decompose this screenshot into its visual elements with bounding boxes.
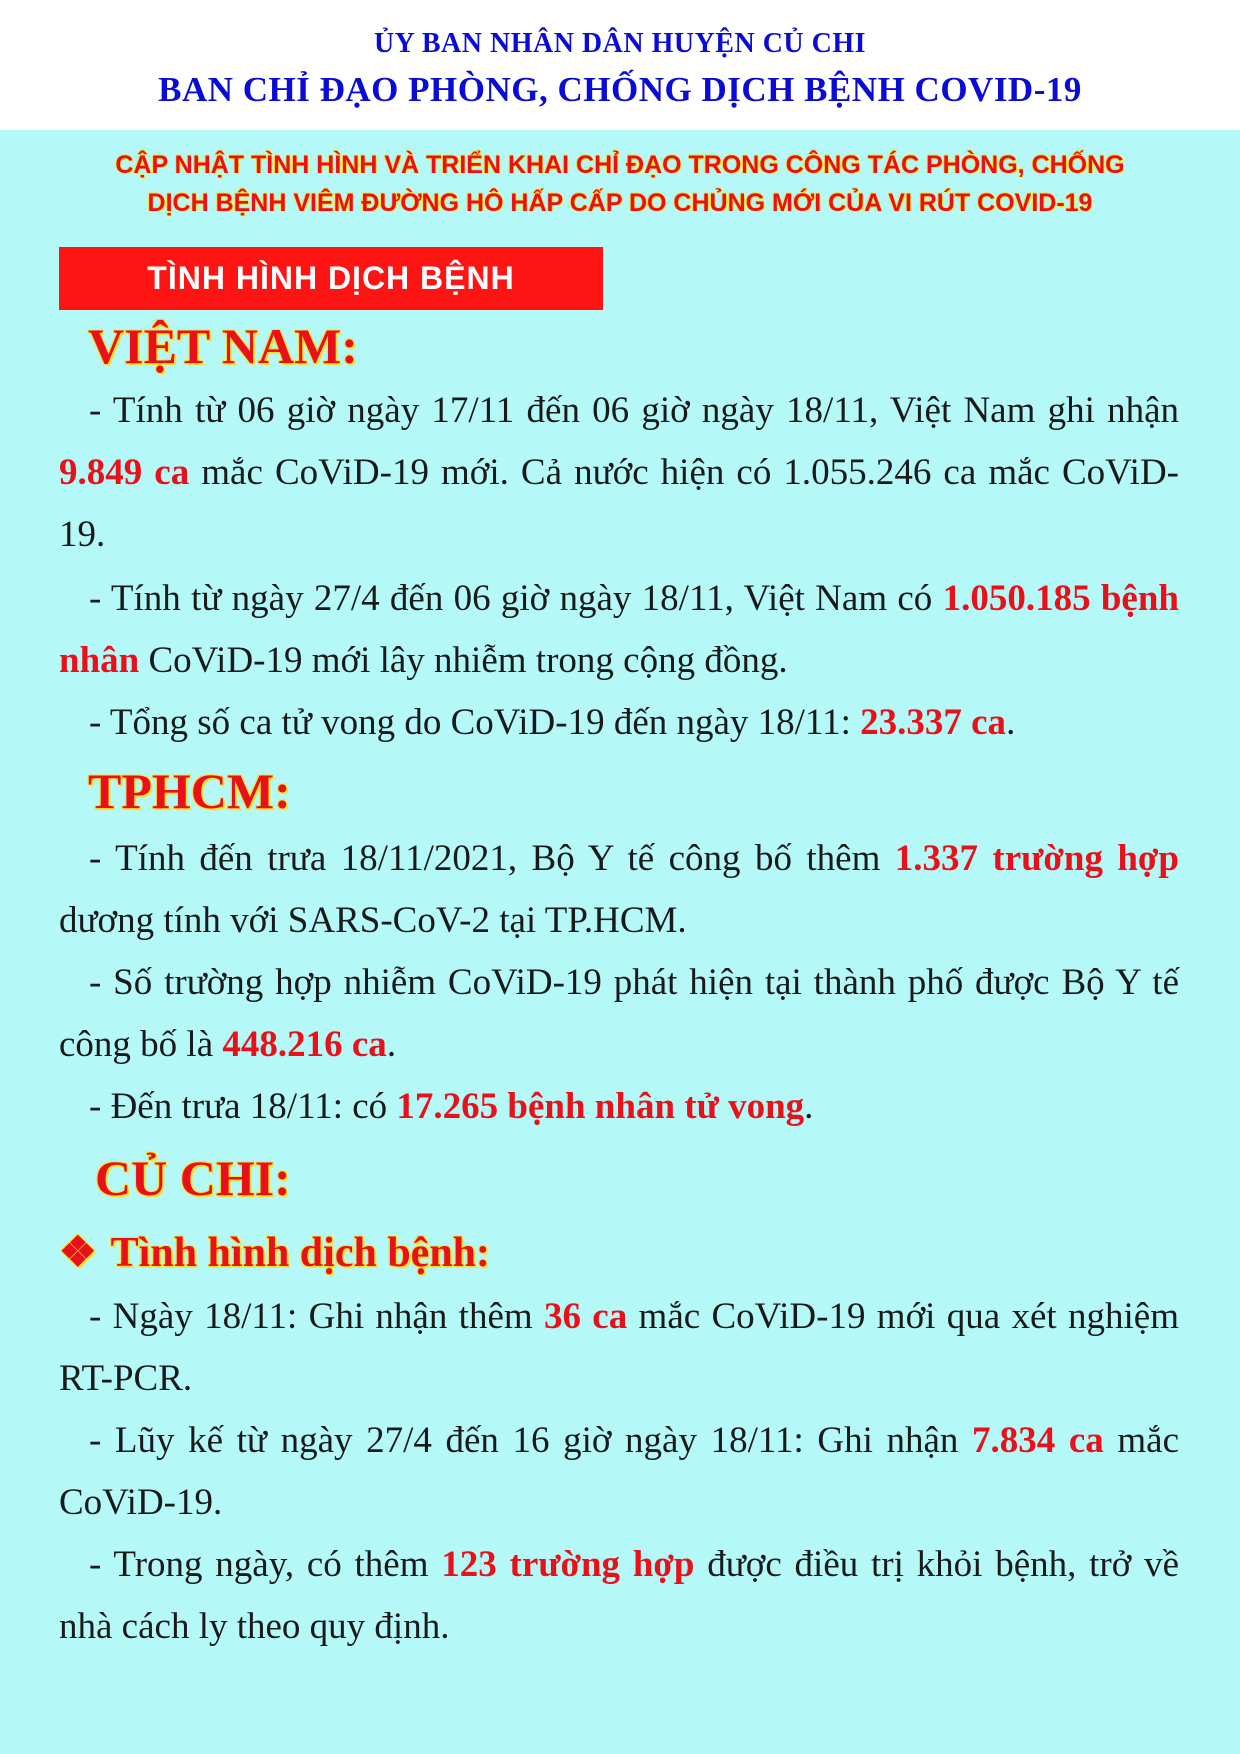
- text: mắc CoViD-19 mới qua xét nghiệm RT-PCR.: [59, 1296, 1179, 1399]
- diamond-bullet-icon: ❖: [59, 1230, 97, 1276]
- text: - Ngày 18/11: Ghi nhận thêm: [89, 1296, 544, 1337]
- text: - Đến trưa 18/11: có: [89, 1086, 397, 1127]
- hcm-paragraph-3: [59, 1076, 1179, 1138]
- highlight: 9.849 ca: [59, 452, 190, 493]
- heading-vietnam: VIỆT NAM:: [88, 318, 358, 374]
- vietnam-paragraph-3: [59, 692, 1179, 754]
- text: - Tính từ 06 giờ ngày 17/11 đến 06 giờ ngày 18/11, Việt Nam ghi nhận: [89, 390, 1179, 431]
- cuchi-paragraph-2: [59, 1410, 1179, 1534]
- text: - Trong ngày, có thêm: [89, 1544, 442, 1585]
- cuchi-paragraph-3: [59, 1534, 1179, 1658]
- vietnam-paragraph-1: [59, 380, 1179, 566]
- text: - Tổng số ca tử vong do CoViD-19 đến ngày 18/11:: [89, 702, 861, 743]
- text: .: [386, 1024, 397, 1065]
- subheading-text: Tình hình dịch bệnh:: [110, 1230, 491, 1276]
- highlight: 36 ca: [543, 1296, 628, 1337]
- text: - Tính từ ngày 27/4 đến 06 giờ ngày 18/11, Việt Nam có: [89, 578, 943, 619]
- highlight: 17.265 bệnh nhân tử vong: [396, 1086, 805, 1127]
- heading-cuchi: CỦ CHI:: [95, 1150, 291, 1206]
- highlight: 448.216 ca: [222, 1024, 387, 1065]
- highlight: 123 trường hợp: [441, 1544, 695, 1585]
- highlight: 1.337 trường hợp: [894, 838, 1179, 879]
- highlight: 23.337 ca: [860, 702, 1007, 743]
- hcm-paragraph-2: [59, 952, 1179, 1076]
- update-title-line2: DỊCH BỆNH VIÊM ĐƯỜNG HÔ HẤP CẤP DO CHỦNG MỚI CỦA VI RÚT COVID-19: [147, 189, 1093, 217]
- text: được điều trị khỏi bệnh, trở về nhà cách ly theo quy định.: [59, 1544, 1179, 1647]
- vietnam-paragraph-2: [59, 568, 1179, 692]
- header: [0, 0, 1240, 130]
- board-name: BAN CHỈ ĐẠO PHÒNG, CHỐNG DỊCH BỆNH COVID-19: [158, 70, 1082, 109]
- text: - Tính đến trưa 18/11/2021, Bộ Y tế công bố thêm: [89, 838, 895, 879]
- heading-tphcm: TPHCM:: [88, 763, 291, 819]
- cuchi-paragraph-1: [59, 1286, 1179, 1410]
- cuchi-subheading: [59, 1225, 490, 1281]
- update-title: [0, 146, 1240, 222]
- text: .: [1006, 702, 1016, 743]
- text: .: [804, 1086, 814, 1127]
- text: - Lũy kế từ ngày 27/4 đến 16 giờ ngày 18/11: Ghi nhận: [89, 1420, 972, 1461]
- text: - Số trường hợp nhiễm CoViD-19 phát hiện tại thành phố được Bộ Y tế công bố là: [59, 962, 1179, 1065]
- org-name: ỦY BAN NHÂN DÂN HUYỆN CỦ CHI: [373, 28, 867, 59]
- highlight: 1.050.185 bệnh nhân: [59, 578, 1180, 681]
- text: dương tính với SARS-CoV-2 tại TP.HCM.: [59, 900, 687, 941]
- section-banner: TÌNH HÌNH DỊCH BỆNH: [59, 247, 603, 310]
- update-title-line1: CẬP NHẬT TÌNH HÌNH VÀ TRIỂN KHAI CHỈ ĐẠO TRONG CÔNG TÁC PHÒNG, CHỐNG: [115, 151, 1125, 179]
- highlight: 7.834 ca: [971, 1420, 1104, 1461]
- text: mắc CoViD-19 mới. Cả nước hiện có 1.055.246 ca mắc CoViD-19.: [59, 452, 1179, 555]
- text: mắc CoViD-19.: [59, 1420, 1179, 1523]
- text: CoViD-19 mới lây nhiễm trong cộng đồng.: [139, 640, 788, 681]
- hcm-paragraph-1: [59, 828, 1179, 952]
